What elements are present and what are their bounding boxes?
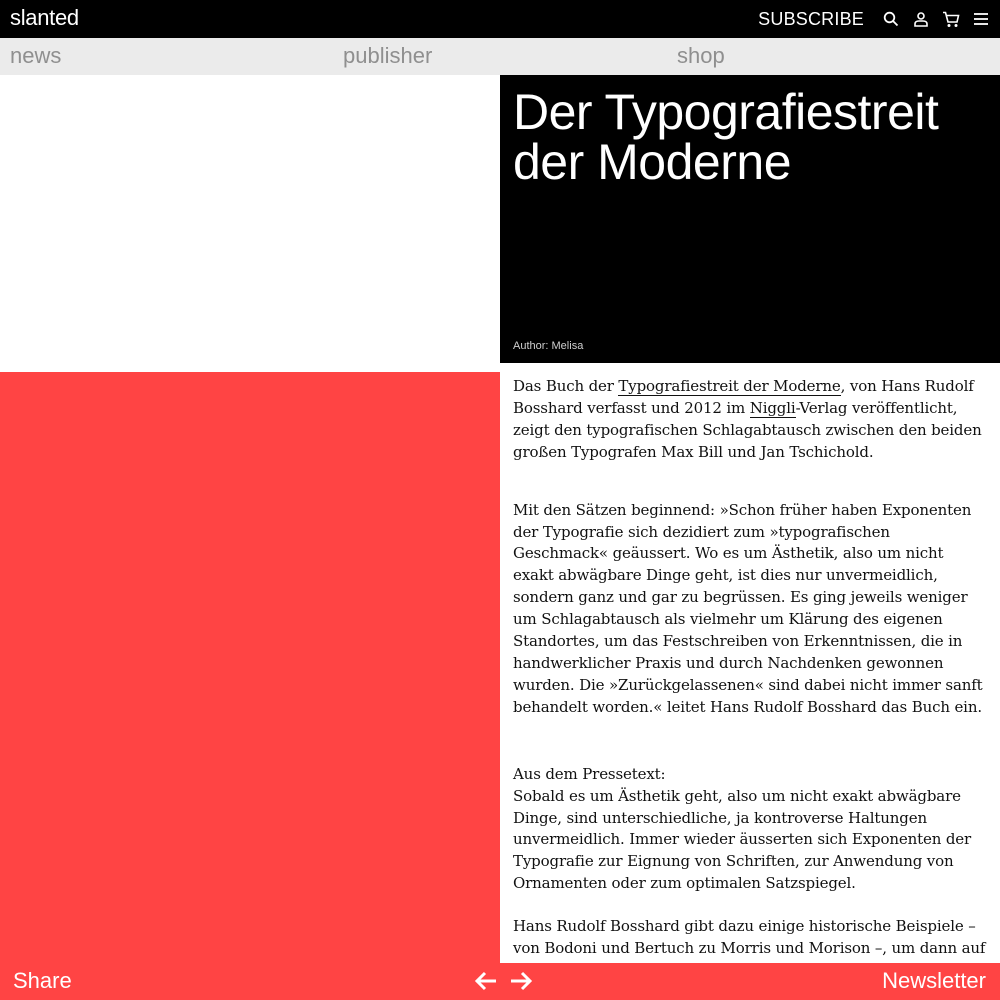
paragraph-quote: Mit den Sätzen beginnend: »Schon früher haben Exponenten der Typografie sich dezidiert zum »typografischen Geschmack« geäussert. Wo es um Ästhetik, also um nicht exakt abwägbare Dinge geht, ist dies nur unvermeidlich, sondern ganz und gar zu begrüssen. Es ging jeweils weniger um Schlagabtausch als vielmehr um Klärung des eigenen Standortes, um das Festschreiben von Erkenntnissen, die in handwerklicher Praxis und durch Nachdenken gewonnen wurden. Die »Zurückgelassenen« sind dabei nicht immer sanft behandelt worden.« leitet Hans Rudolf Bosshard das Buch ein. (513, 500, 983, 716)
author-label: Author: Melisa (513, 340, 584, 352)
newsletter-button[interactable]: Newsletter (882, 968, 986, 993)
article-body (500, 363, 1000, 963)
user-icon[interactable] (910, 8, 932, 30)
paragraph-intro (513, 376, 986, 464)
nav-shop[interactable]: shop (677, 43, 725, 68)
arrow-right-icon[interactable] (509, 970, 533, 992)
bottom-bar (0, 963, 1000, 1000)
nav-news[interactable]: news (10, 43, 62, 68)
top-actions (758, 0, 992, 38)
share-button[interactable]: Share (13, 968, 72, 993)
top-bar (0, 0, 1000, 38)
main-nav (0, 38, 1000, 75)
book-title-link[interactable]: Typografiestreit der Moderne (618, 377, 841, 395)
title-line-2: der Moderne (513, 134, 791, 190)
arrow-left-icon[interactable] (474, 970, 498, 992)
nav-publisher[interactable]: publisher (343, 43, 433, 68)
text-run: , von Hans Rudolf Bosshard verfasst und 2012 im (513, 377, 974, 417)
text-run: -Verlag veröffentlicht, zeigt den typografischen Schlagabtausch zwischen den beiden großen Typografen Max Bill und Jan Tschichold. (513, 398, 982, 461)
article-title (513, 84, 993, 190)
image-area-top (0, 75, 500, 372)
press-heading: Aus dem Pressetext: (513, 764, 666, 783)
subscribe-link[interactable]: SUBSCRIBE (758, 8, 864, 29)
title-line-1: Der Typografiestreit (513, 84, 939, 140)
article-header (500, 75, 1000, 363)
menu-icon[interactable] (970, 8, 992, 30)
paragraph-press: Sobald es um Ästhetik geht, also um nicht exakt abwägbare Dinge, sind unterschiedliche, ja kontroverse Haltungen unvermeidlich. Immer wieder äusserten sich Exponenten der Typografie zur Eignung von Schriften, zur Anwendung von Ornamenten oder zum optimalen Satzspiegel. (513, 786, 972, 893)
niggli-link[interactable]: Niggli (749, 398, 796, 417)
paragraph-examples: Hans Rudolf Bosshard gibt dazu einige historische Beispiele – von Bodoni und Bertuch zu Morris und Morison –, um dann auf (513, 917, 986, 958)
text-run: Das Buch der (513, 377, 619, 395)
image-area-red (0, 372, 500, 1000)
brand-logo[interactable]: slanted (10, 5, 79, 30)
search-icon[interactable] (880, 8, 902, 30)
cart-icon[interactable] (940, 8, 962, 30)
